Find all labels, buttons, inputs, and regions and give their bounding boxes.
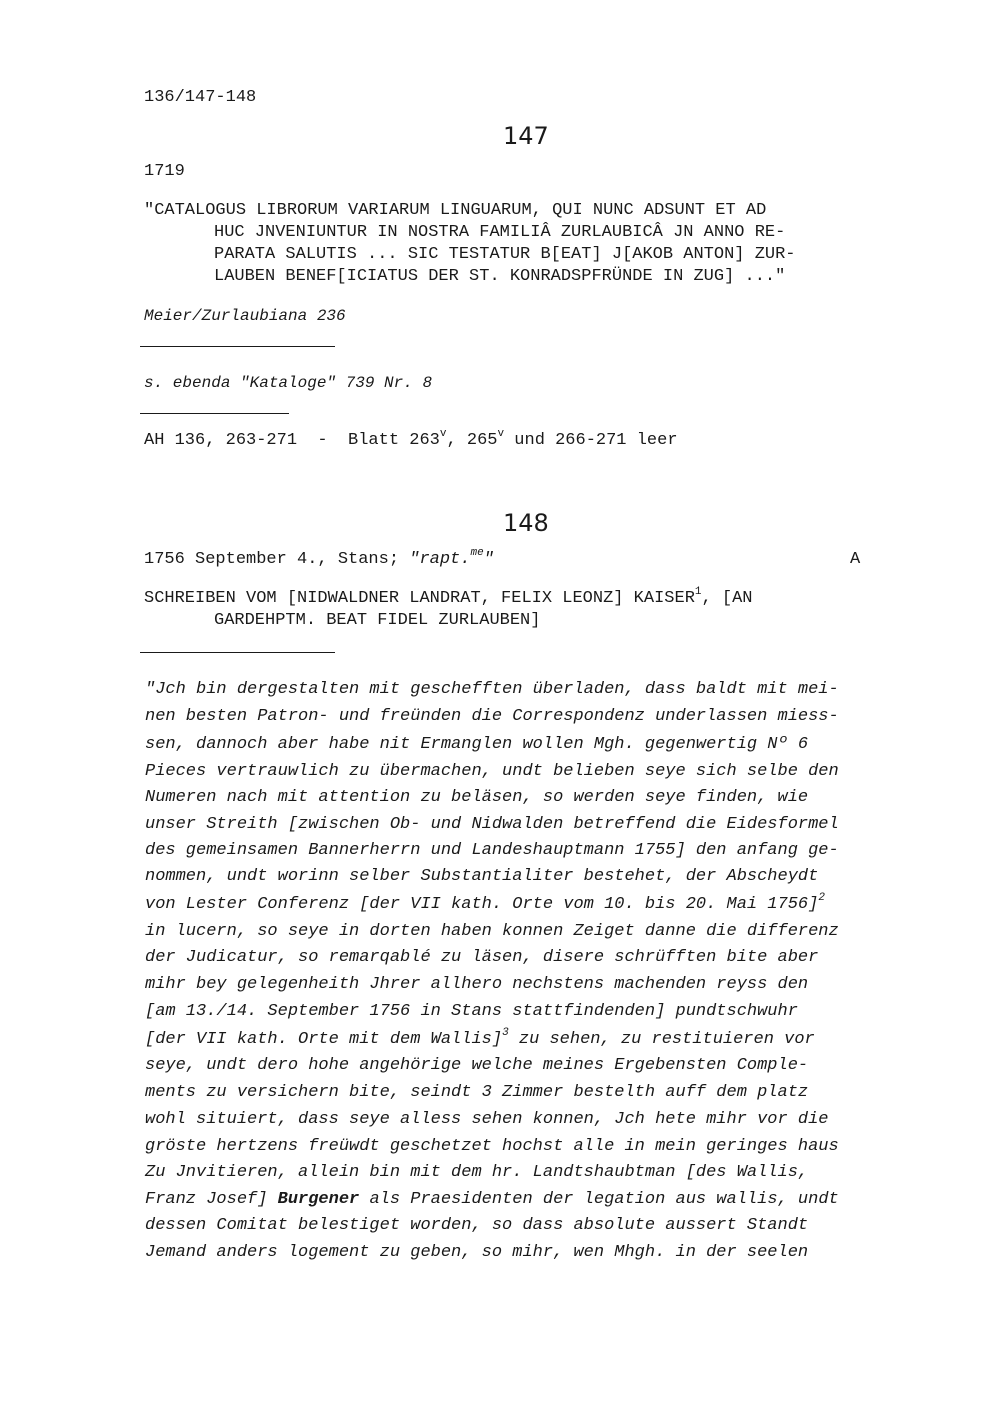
body-line: [der VII kath. Orte mit dem Wallis]$^3$ zu sehen, zu restituieren vor — [145, 1027, 815, 1049]
entry-147-archive-note: AH 136, 263-271 - Blatt 263$^v$, 265$^v$ und 266-271 leer — [144, 428, 678, 450]
body-line: nen besten Patron- und freünden die Correspondenz underlassen miess- — [145, 707, 839, 726]
entry-148-date: 1756 September 4., Stans; "rapt.$^{me}$" — [144, 547, 494, 569]
body-line: seye, undt dero hohe angehörige welche meines Ergebensten Comple- — [145, 1056, 809, 1075]
divider — [140, 346, 335, 347]
body-line: Zu Jnvitieren, allein bin mit dem hr. Landtshaubtman [des Wallis, — [145, 1163, 809, 1182]
body-line: dessen Comitat belestiget worden, so dass absolute aussert Standt — [145, 1216, 809, 1235]
body-line: in lucern, so seye in dorten haben konnen Zeiget danne die differenz — [145, 922, 839, 941]
body-line: Pieces vertrauwlich zu übermachen, undt belieben seye sich selbe den — [145, 762, 839, 781]
entry-148-title-line: SCHREIBEN VOM [NIDWALDNER LANDRAT, FELIX LEONZ] KAISER$^1$, [AN — [144, 586, 753, 608]
body-line: unser Streith [zwischen Ob- und Nidwalden betreffend die Eidesformel — [145, 815, 839, 834]
divider — [140, 652, 335, 653]
body-line: [am 13./14. September 1756 in Stans stattfindenden] pundtschwuhr — [145, 1002, 798, 1021]
entry-148-letter: A — [850, 550, 861, 569]
entry-number-148: 148 — [503, 509, 549, 537]
body-line: Numeren nach mit attention zu beläsen, so werden seye finden, wie — [145, 788, 809, 807]
body-line: nommen, undt worinn selber Substantialiter bestehet, der Abscheydt — [145, 867, 819, 886]
body-line: mihr bey gelegenheith Jhrer allhero nechstens machenden reyss den — [145, 975, 809, 994]
body-line: des gemeinsamen Bannerherrn und Landeshauptmann 1755] den anfang ge- — [145, 841, 839, 860]
body-line: gröste hertzens freüwdt geschetzet hochst alle in mein geringes haus — [145, 1137, 839, 1156]
page-reference: 136/147-148 — [144, 88, 257, 107]
body-line: Jemand anders logement zu geben, so mihr, wen Mhgh. in der seelen — [145, 1243, 809, 1262]
body-line: "Jch bin dergestalten mit geschefften überladen, dass baldt mit mei- — [145, 680, 839, 699]
body-line: ments zu versichern bite, seindt 3 Zimmer bestelth auff dem platz — [145, 1083, 809, 1102]
entry-147-ref-note: s. ebenda "Kataloge" 739 Nr. 8 — [144, 374, 433, 392]
entry-147-source: Meier/Zurlaubiana 236 — [144, 307, 346, 325]
entry-147-title-line: LAUBEN BENEF[ICIATUS DER ST. KONRADSPFRÜNDE IN ZUG] ..." — [214, 267, 786, 286]
entry-147-title-line: PARATA SALUTIS ... SIC TESTATUR B[EAT] J[AKOB ANTON] ZUR- — [214, 245, 796, 264]
body-line: Franz Josef] Burgener als Praesidenten der legation aus wallis, undt — [145, 1190, 839, 1209]
entry-147-year: 1719 — [144, 162, 185, 181]
body-line: der Judicatur, so remarqablé zu läsen, disere schrüfften bite aber — [145, 948, 819, 967]
body-line: von Lester Conferenz [der VII kath. Orte vom 10. bis 20. Mai 1756]$^2$ — [145, 892, 825, 914]
bold-name: Burgener — [277, 1190, 360, 1209]
entry-147-title-line: "CATALOGUS LIBRORUM VARIARUM LINGUARUM, QUI NUNC ADSUNT ET AD — [144, 201, 767, 220]
entry-number-147: 147 — [503, 122, 549, 150]
body-line: sen, dannoch aber habe nit Ermanglen wollen Mgh. gegenwertig Nº 6 — [145, 735, 809, 754]
entry-148-title-line: GARDEHPTM. BEAT FIDEL ZURLAUBEN] — [214, 611, 541, 630]
body-line: wohl situiert, dass seye alless sehen konnen, Jch hete mihr vor die — [145, 1110, 829, 1129]
divider — [140, 413, 289, 414]
entry-147-title-line: HUC JNVENIUNTUR IN NOSTRA FAMILIÂ ZURLAUBICÂ JN ANNO RE- — [214, 223, 786, 242]
